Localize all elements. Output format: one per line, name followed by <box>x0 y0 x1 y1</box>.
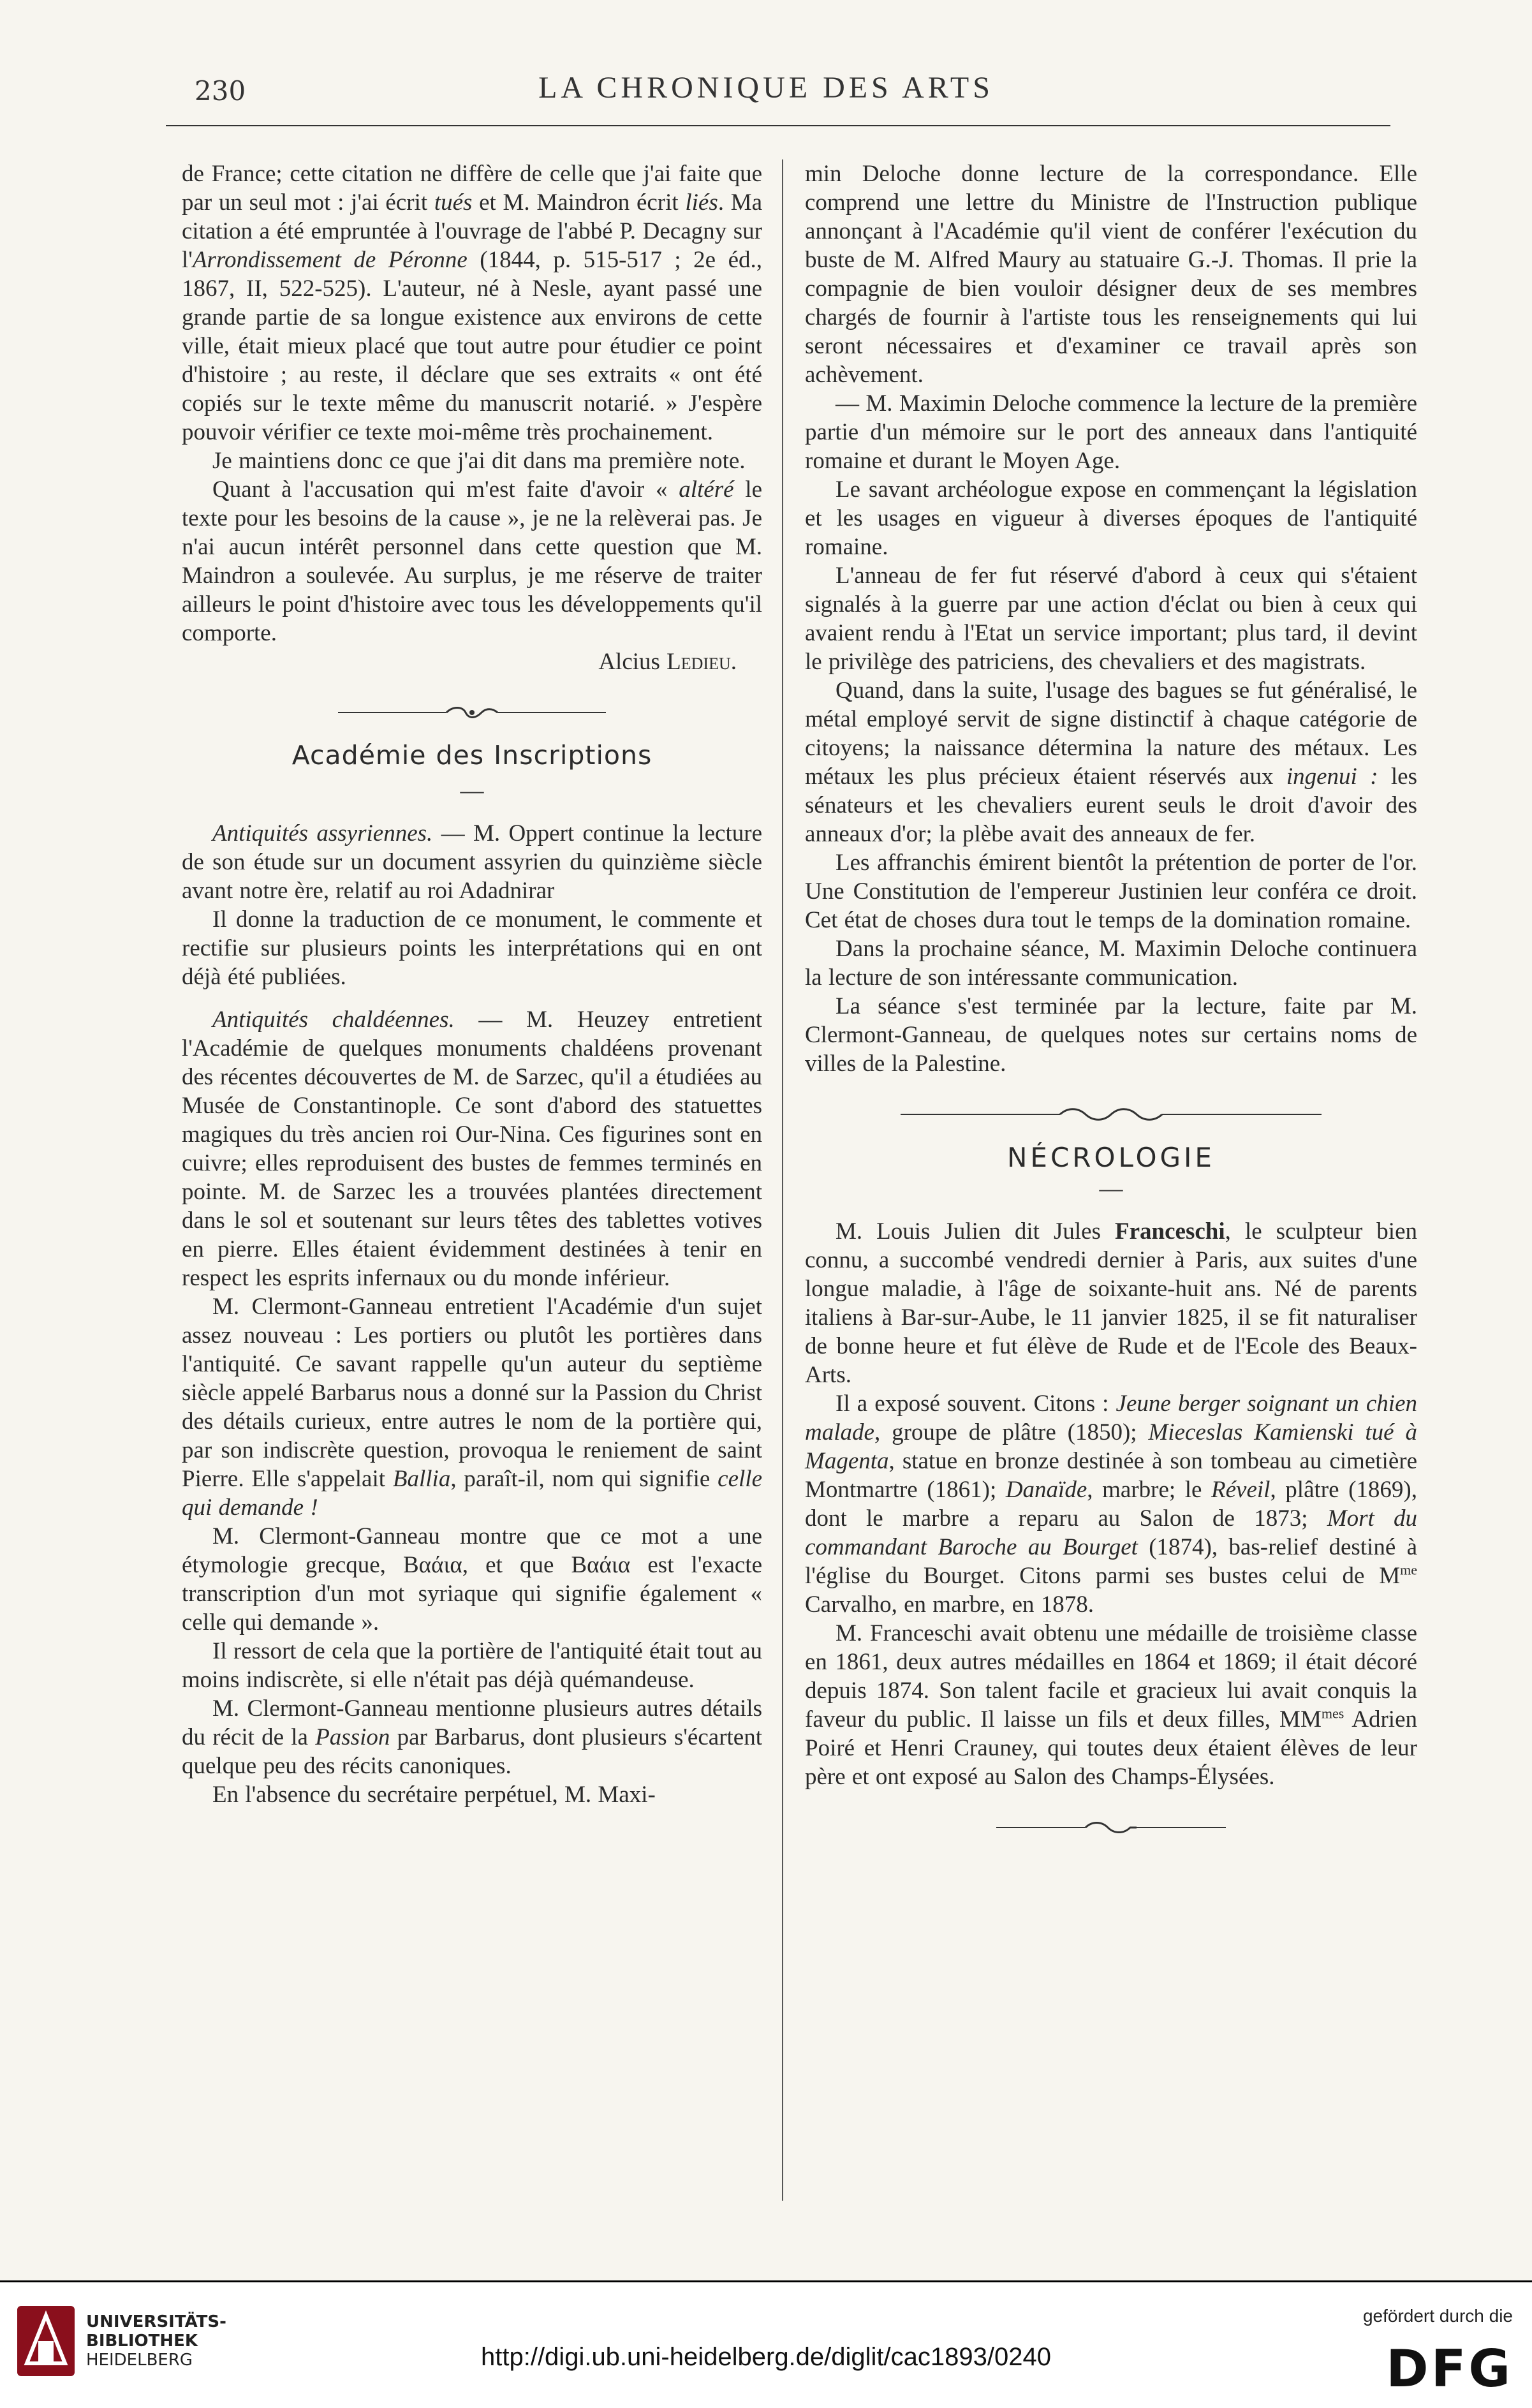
sponsor-label: gefördert durch die <box>1362 2306 1513 2326</box>
paragraph: Quant à l'accusation qui m'est faite d'avoir « altéré le texte pour les besoins de la cause », je ne la relèverai pas. Je n'ai aucun intérêt personnel dans cette question que M. Maindron a soulevée. Au surplus, je me réserve de traiter ailleurs le point d'histoire avec tous les développements qu'il comporte. <box>182 476 763 646</box>
section-dash: — <box>1099 1176 1123 1202</box>
section-title-academie: Académie des Inscriptions <box>291 740 652 771</box>
paragraph: Antiquités chaldéennes. — M. Heuzey entretient l'Académie de quelques monuments chaldéens provenant des récentes découvertes de M. de Sarzec, qu'il a étudiées au Musée de Constantinople. Ce sont d'abord des statuettes magiques du très ancien roi Our-Nina. Ces figurines sont en cuivre; elles reproduisent des bustes de femmes terminés en pointe. M. de Sarzec les a trouvées plantées directement dans le sol et soutenant sur leurs têtes des tablettes votives en pierre. Elles étaient évidemment destinées à tenir en respect les esprits infernaux ou du monde inférieur. <box>182 1007 762 1291</box>
paragraph: L'anneau de fer fut réservé d'abord à ceux qui s'étaient signalés à la guerre par une action d'éclat ou bien à ceux qui avaient rendu à l'Etat un service important; plus tard, il devint le privilège des patriciens, des chevaliers et des magistrats. <box>805 563 1417 675</box>
paragraph: Quand, dans la suite, l'usage des bagues se fut généralisé, le métal employé servit de signe distinctif à chaque catégorie de citoyens; la naissance détermina la nature des métaux. Les métaux les plus précieux étaient réservés aux ingenui : les sénateurs et les chevaliers eurent seuls le droit d'avoir des anneaux d'or; la plèbe avait des anneaux de fer. <box>805 677 1417 847</box>
right-column <box>805 159 1417 1856</box>
institution-name: UNIVERSITÄTS- BIBLIOTHEK HEIDELBERG <box>86 2312 226 2370</box>
paragraph: — M. Maximin Deloche commence la lecture de la première partie d'un mémoire sur le port des anneaux dans l'antiquité romaine et durant le Moyen Age. <box>805 390 1417 474</box>
column-divider <box>782 159 783 2201</box>
paragraph: M. Clermont-Ganneau mentionne plusieurs autres détails du récit de la Passion par Barbarus, dont plusieurs s'écartent quelque peu des récits canoniques. <box>182 1695 762 1779</box>
paragraph: Il ressort de cela que la portière de l'antiquité était tout au moins indiscrète, si elle n'était pas déjà quémandeuse. <box>182 1638 762 1693</box>
source-url-link[interactable]: http://digi.ub.uni-heidelberg.de/diglit/cac1893/0240 <box>481 2343 1051 2371</box>
paragraph: Les affranchis émirent bientôt la prétention de porter de l'or. Une Constitution de l'empereur Justinien leur conféra ce droit. Cet état de choses dura tout le temps de la domination romaine. <box>805 850 1417 933</box>
page-number: 230 <box>195 75 246 107</box>
paragraph: La séance s'est terminée par la lecture, faite par M. Clermont-Ganneau, de quelques notes sur certains noms de villes de la Palestine. <box>805 993 1417 1077</box>
paragraph: M. Franceschi avait obtenu une médaille de troisième classe en 1861, deux autres médailles en 1864 et 1869; il était décoré depuis 1874. Son talent facile et gracieux lui avait conquis la faveur du public. Il laisse un fils et deux filles, $MM^{mes}$ Adrien Poiré et Henri Crauney, qui toutes deux étaient élèves de leur père et ont exposé au Salon des Champs-Élysées. <box>805 1620 1417 1790</box>
dfg-logo: DFG <box>1386 2339 1513 2398</box>
left-column <box>182 159 762 1809</box>
ornament-divider <box>182 694 762 727</box>
paragraph: Il a exposé souvent. Citons : Jeune berger soignant un chien malade, groupe de plâtre (1850); Mieceslas Kamienski tué à Magenta, statue en bronze destinée à son tombeau au cimetière Montmartre (1861); Danaïde, marbre; le Réveil, plâtre (1869), dont le marbre a reparu au Salon de 1873; Mort du commandant Baroche au Bourget (1874), bas-relief destiné à l'église du Bourget. Citons parmi ses bustes celui de $M^{me}$ Carvalho, en marbre, en 1878. <box>805 1391 1418 1618</box>
ornament-divider <box>805 1809 1417 1842</box>
header-rule <box>166 125 1390 126</box>
signature: Alcius Ledieu. <box>598 649 737 675</box>
paragraph: M. Louis Julien dit Jules Franceschi, le sculpteur bien connu, a succombé vendredi dernier à Paris, aux suites d'une longue maladie, à l'âge de soixante-huit ans. Né de parents italiens à Bar-sur-Aube, le 11 janvier 1825, il se fit naturaliser de bonne heure et fut élève de Rude et de l'Ecole des Beaux-Arts. <box>805 1218 1418 1388</box>
paragraph: Le savant archéologue expose en commençant la législation et les usages en vigueur à diverses époques de l'antiquité romaine. <box>805 476 1417 560</box>
section-dash: — <box>460 778 484 804</box>
ornament-divider <box>805 1096 1417 1129</box>
paragraph: M. Clermont-Ganneau entretient l'Académie d'un sujet assez nouveau : Les portiers ou plutôt les portières dans l'antiquité. Ce savant rappelle qu'un auteur du septième siècle appelé Barbarus nous a donné sur la Passion du Christ des détails curieux, entre autres le nom de la portière qui, par son indiscrète question, provoqua le reniement de saint Pierre. Elle s'appelait Ballia, paraît-il, nom qui signifie celle qui demande ! <box>182 1294 762 1521</box>
paragraph: M. Clermont-Ganneau montre que ce mot a une étymologie grecque, Βαάια, et que Βαάια est l'exacte transcription d'un mot syriaque qui signifie également « celle qui demande ». <box>182 1523 762 1636</box>
paragraph: Il donne la traduction de ce monument, le commente et rectifie sur plusieurs points les interprétations qui en ont déjà été publiées. <box>182 906 762 990</box>
paragraph: de France; cette citation ne diffère de celle que j'ai faite que par un seul mot : j'ai écrit tués et M. Maindron écrit liés. Ma citation a été empruntée à l'ouvrage de l'abbé P. Decagny sur l'Arrondissement de Péronne (1844, p. 515-517 ; 2e éd., 1867, II, 522-525). L'auteur, né à Nesle, ayant passé une grande partie de sa longue existence aux environs de cette ville, était mieux placé que tout autre pour étudier ce point d'histoire ; au reste, il déclare que ses extraits « ont été copiés sur le texte même du manuscrit notarié. » J'espère pouvoir vérifier ce texte moi-même très prochainement. <box>182 161 763 445</box>
ornament-icon <box>901 1105 1322 1124</box>
paragraph: Dans la prochaine séance, M. Maximin Deloche continuera la lecture de son intéressante communication. <box>805 936 1417 991</box>
paragraph: Antiquités assyriennes. — M. Oppert continue la lecture de son étude sur un document assyrien du quinzième siècle avant notre ère, relatif au roi Adadnirar <box>182 820 762 904</box>
paragraph: En l'absence du secrétaire perpétuel, M. Maxi- <box>212 1782 656 1808</box>
paragraph: Je maintiens donc ce que j'ai dit dans ma première note. <box>212 448 746 474</box>
paragraph: min Deloche donne lecture de la correspondance. Elle comprend une lettre du Ministre de l'Instruction publique annonçant à l'Académie qu'il vient de conférer l'exécution du buste de M. Alfred Maury au statuaire G.-J. Thomas. Il prie la compagnie de bien vouloir désigner deux de ses membres chargés de fournir à l'artiste tous les renseignements qui lui seront nécessaires et d'examiner ce travail après son achèvement. <box>805 161 1417 388</box>
ornament-icon <box>338 703 606 722</box>
footer <box>0 2280 1532 2408</box>
footer-rule <box>0 2280 1532 2282</box>
journal-title: LA CHRONIQUE DES ARTS <box>538 71 994 105</box>
section-title-necrologie: NÉCROLOGIE <box>1007 1142 1215 1173</box>
ornament-icon <box>996 1818 1226 1837</box>
